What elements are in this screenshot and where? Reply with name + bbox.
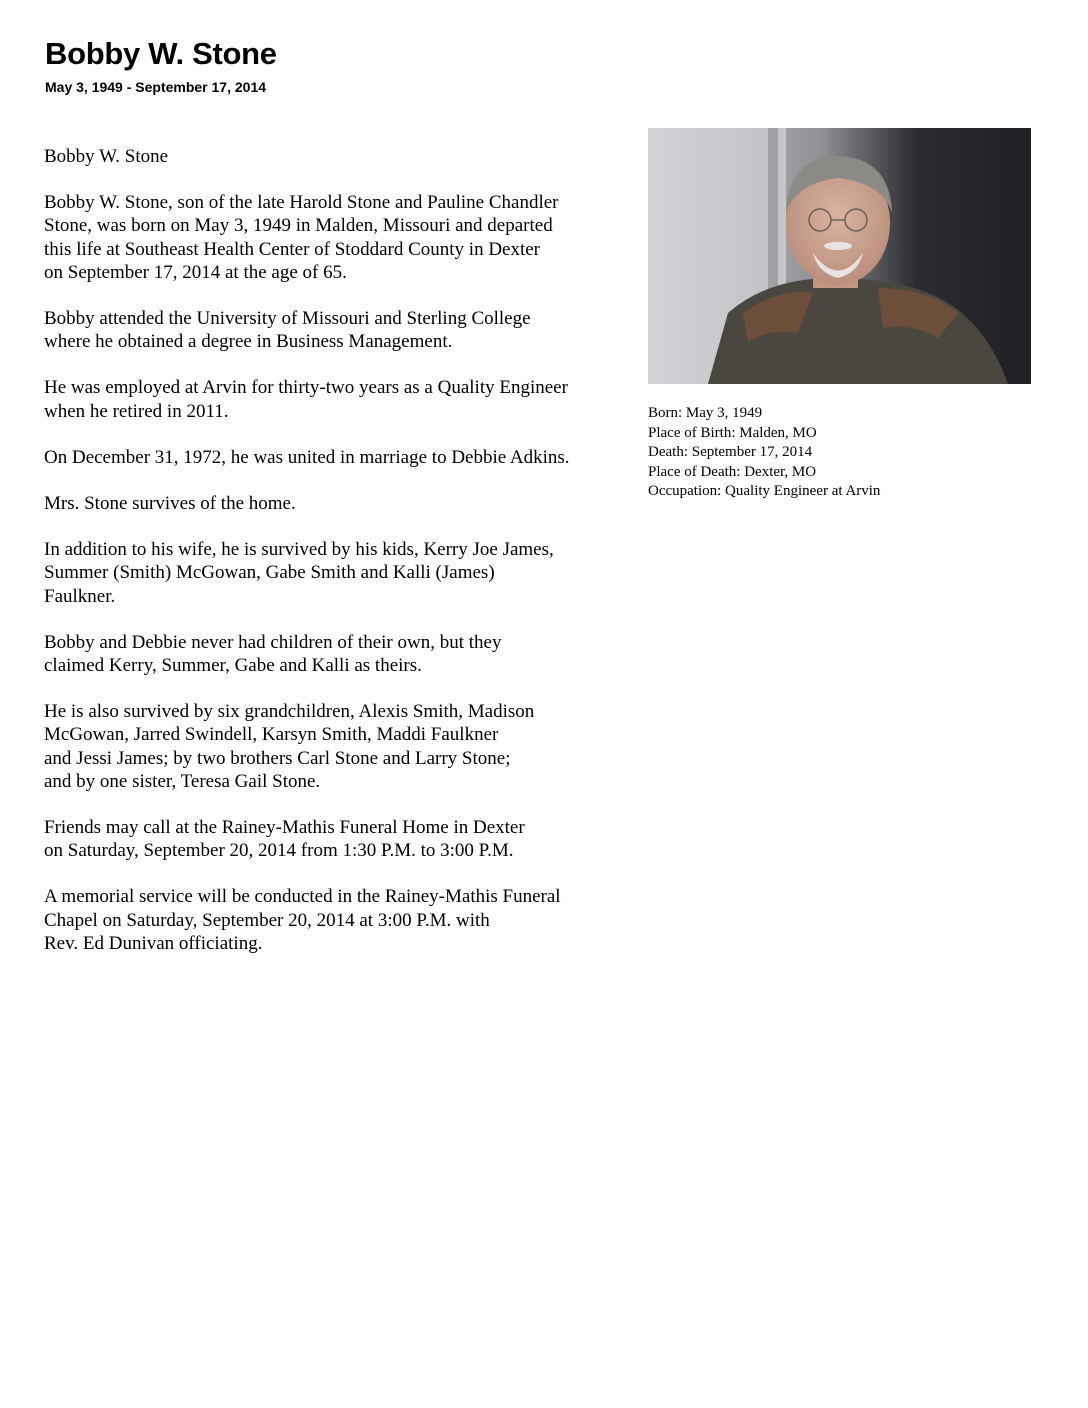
obituary-paragraph: Bobby W. Stone, son of the late Harold Stone and Pauline Chandler Stone, was born on May 3, 1949 in Malden, Missouri and departed this life at Southeast Health Center of Stoddard County in Dexter on September 17, 2014 at the age of 65.	[44, 192, 559, 283]
vital-facts	[648, 404, 880, 502]
obituary-paragraph: Bobby and Debbie never had children of their own, but they claimed Kerry, Summer, Gabe and Kalli as theirs.	[44, 631, 502, 677]
obituary-paragraph: He is also survived by six grandchildren, Alexis Smith, Madison McGowan, Jarred Swindell, Karsyn Smith, Maddi Faulkner and Jessi James; by two brothers Carl Stone and Larry Stone; and by one sister, Teresa Gail Stone.	[44, 701, 535, 792]
born-fact: Born: May 3, 1949	[648, 405, 763, 421]
occupation-fact: Occupation: Quality Engineer at Arvin	[648, 483, 881, 500]
place-of-birth-fact: Place of Birth: Malden, MO	[648, 424, 817, 441]
obituary-paragraph: In addition to his wife, he is survived by his kids, Kerry Joe James, Summer (Smith) McGowan, Gabe Smith and Kalli (James) Faulkner.	[44, 539, 554, 607]
life-dates: May 3, 1949 - September 17, 2014	[45, 79, 267, 95]
death-fact: Death: September 17, 2014	[648, 444, 813, 461]
obituary-body	[44, 145, 644, 978]
obituary-paragraph: A memorial service will be conducted in the Rainey-Mathis Funeral Chapel on Saturday, September 20, 2014 at 3:00 P.M. with Rev. Ed Dunivan officiating.	[44, 886, 561, 954]
obituary-paragraph: He was employed at Arvin for thirty-two years as a Quality Engineer when he retired in 2011.	[44, 377, 568, 422]
obituary-paragraph: Bobby attended the University of Missouri and Sterling College where he obtained a degree in Business Management.	[44, 308, 531, 353]
page-title: Bobby W. Stone	[45, 36, 277, 71]
obituary-paragraph: Bobby W. Stone	[44, 146, 169, 167]
obituary-paragraph: Mrs. Stone survives of the home.	[44, 493, 296, 515]
obituary-paragraph: On December 31, 1972, he was united in marriage to Debbie Adkins.	[44, 446, 570, 468]
obituary-paragraph: Friends may call at the Rainey-Mathis Funeral Home in Dexter on Saturday, September 20, 2014 from 1:30 P.M. to 3:00 P.M.	[44, 817, 525, 862]
portrait-photo	[648, 128, 1031, 384]
place-of-death-fact: Place of Death: Dexter, MO	[648, 463, 817, 480]
